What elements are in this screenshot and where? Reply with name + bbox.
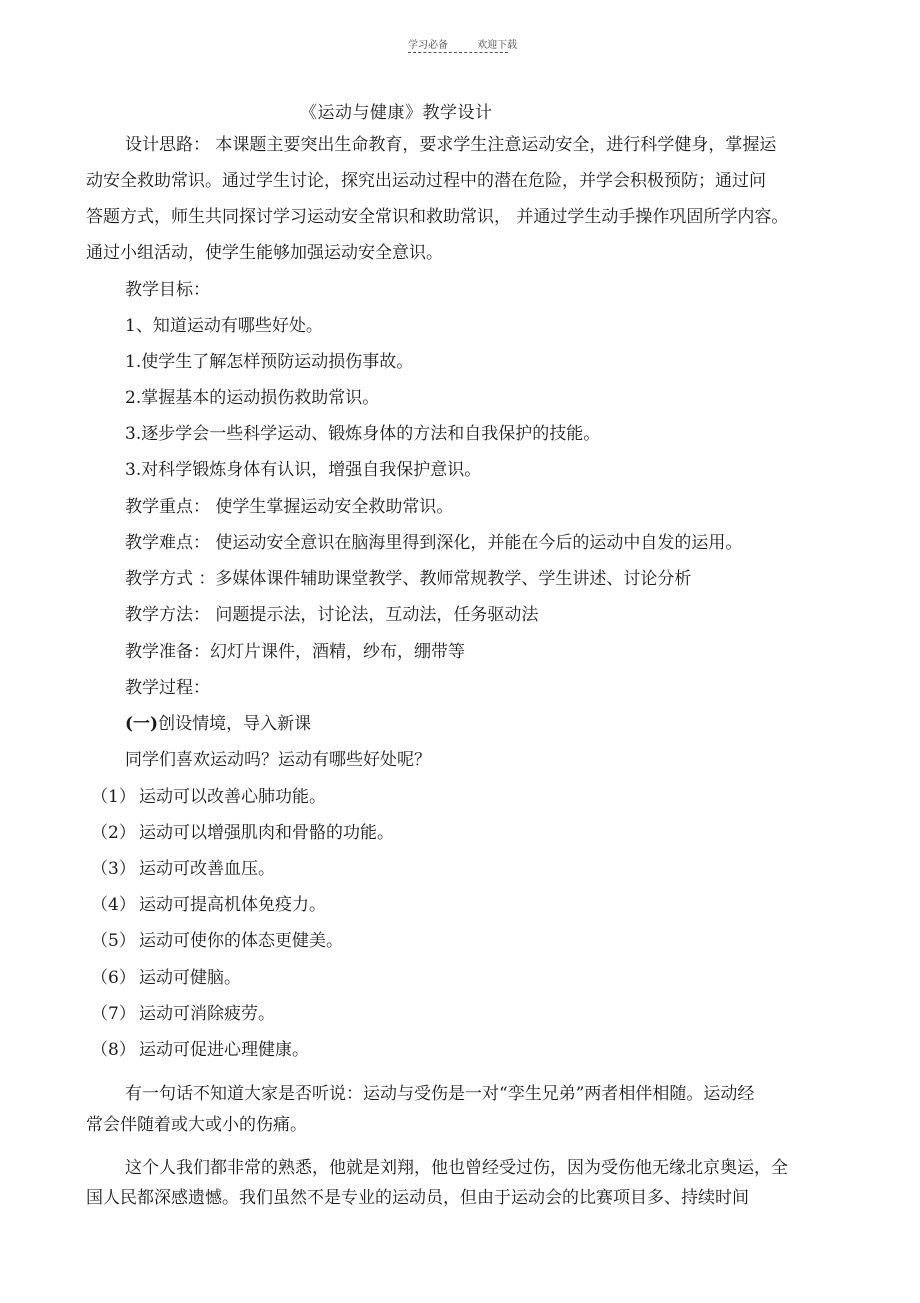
paragraph-injury-line-1: 有一句话不知道大家是否听说：运动与受伤是一对“孪生兄弟”两者相伴相随。运动经: [125, 1084, 755, 1104]
benefit-text: 运动可改善血压。: [139, 859, 275, 879]
benefit-number: （5）: [91, 931, 136, 951]
paragraph-injury-line-2: 常会伴随着或大或小的伤痛。: [86, 1115, 307, 1135]
header-divider: [408, 52, 508, 53]
benefit-text: 运动可以增强肌肉和骨骼的功能。: [139, 823, 394, 843]
paragraph-liuxiang-line-1: 这个人我们都非常的熟悉，他就是刘翔，他也曾经受过伤，因为受伤他无缘北京奥运，全: [125, 1158, 788, 1178]
benefit-item: [91, 930, 343, 952]
teaching-method: 教学方法： 问题提示法，讨论法，互动法，任务驱动法: [125, 605, 539, 625]
paragraph-liuxiang-line-2: 国人民都深感遗憾。我们虽然不是专业的运动员，但由于运动会的比赛项目多、持续时间: [86, 1188, 749, 1208]
objective-item: 3.对科学锻炼身体有认识，增强自我保护意识。: [125, 460, 482, 480]
teaching-preparation: 教学准备：幻灯片课件，酒精，纱布，绷带等: [125, 642, 465, 662]
objective-item: 1.使学生了解怎样预防运动损伤事故。: [125, 352, 414, 372]
section-number: (一): [125, 714, 159, 734]
design-idea-line-4: 通过小组活动，使学生能够加强运动安全意识。: [86, 243, 443, 263]
benefit-number: （2）: [91, 823, 136, 843]
benefit-item: [91, 967, 241, 989]
design-idea-line-3: 答题方式，师生共同探讨学习运动安全常识和救助常识， 并通过学生动手操作巩固所学内容。: [86, 207, 789, 227]
benefit-number: （8）: [91, 1040, 136, 1060]
benefit-number: （3）: [91, 859, 136, 879]
objective-item: 2.掌握基本的运动损伤救助常识。: [125, 388, 380, 408]
benefit-text: 运动可消除疲劳。: [139, 1004, 275, 1024]
benefit-item: [91, 1003, 275, 1025]
header-left-text: 学习必备: [408, 40, 448, 51]
section-title: 创设情境，导入新课: [158, 714, 312, 734]
benefit-number: （6）: [91, 968, 136, 988]
difficulty: 教学难点： 使运动安全意识在脑海里得到深化，并能在今后的运动中自发的运用。: [125, 533, 743, 553]
process-label: 教学过程：: [125, 678, 210, 698]
objective-item: 3.逐步学会一些科学运动、锻炼身体的方法和自我保护的技能。: [125, 424, 601, 444]
intro-question: 同学们喜欢运动吗？运动有哪些好处呢？: [125, 750, 431, 770]
benefit-number: （4）: [91, 895, 136, 915]
section-heading: [125, 713, 311, 735]
objectives-label: 教学目标：: [125, 280, 210, 300]
teaching-mode: 教学方式 ：多媒体课件辅助课堂教学、教师常规教学、学生讲述、讨论分析: [125, 569, 692, 589]
benefit-text: 运动可促进心理健康。: [139, 1040, 309, 1060]
design-idea-line-1: 设计思路： 本课题主要突出生命教育，要求学生注意运动安全，进行科学健身，掌握运: [125, 135, 777, 155]
benefit-number: （7）: [91, 1004, 136, 1024]
design-idea-line-2: 动安全救助常识。通过学生讨论，探究出运动过程中的潜在危险，并学会积极预防；通过问: [86, 171, 766, 191]
key-point: 教学重点： 使学生掌握运动安全救助常识。: [125, 497, 454, 517]
benefit-text: 运动可健脑。: [139, 968, 241, 988]
objective-item: 1、知道运动有哪些好处。: [125, 316, 323, 336]
benefit-item: [91, 858, 275, 880]
benefit-item: [91, 786, 326, 808]
header-right-text: 欢迎下载: [477, 40, 518, 51]
page-header: [408, 36, 518, 51]
benefit-item: [91, 1039, 309, 1061]
benefit-item: [91, 822, 394, 844]
document-title: 《运动与健康》教学设计: [300, 103, 493, 123]
benefit-text: 运动可以改善心肺功能。: [139, 787, 326, 807]
benefit-item: [91, 894, 326, 916]
benefit-text: 运动可提高机体免疫力。: [139, 895, 326, 915]
benefit-text: 运动可使你的体态更健美。: [139, 931, 343, 951]
benefit-number: （1）: [91, 787, 136, 807]
